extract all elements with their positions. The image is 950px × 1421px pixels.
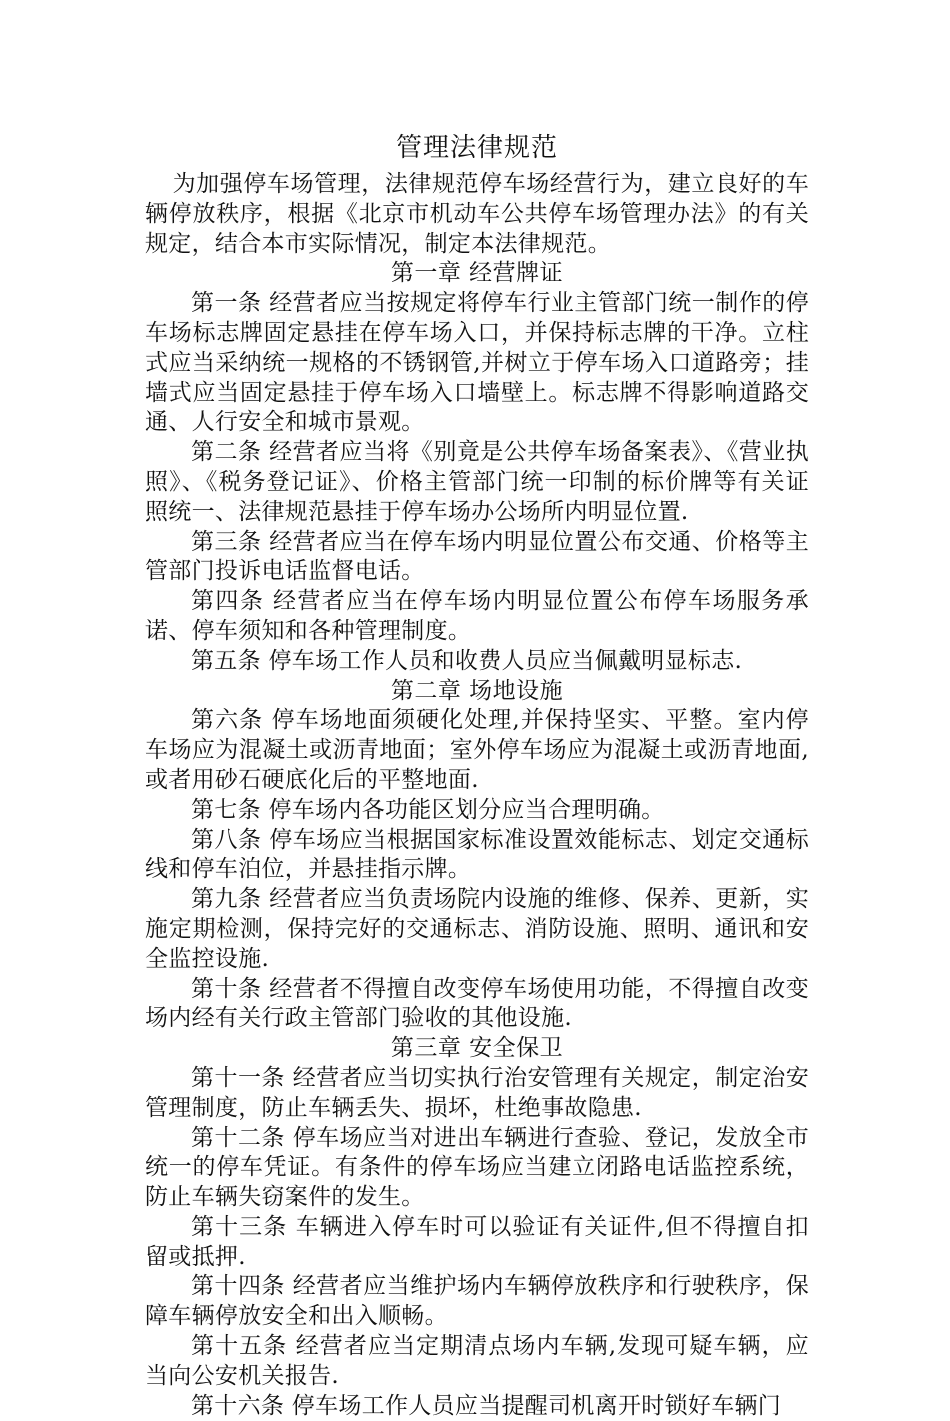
article-paragraph: 第六条 停车场地面须硬化处理,并保持坚实、平整。室内停车场应为混凝土或沥青地面；室外停车场应为混凝土或沥青地面,或者用砂石硬底化后的平整地面. <box>145 707 809 793</box>
article-paragraph: 第二条 经营者应当将《别竟是公共停车场备案表》、《营业执照》、《税务登记证》、价格主管部门统一印制的标价牌等有关证照统一、法律规范悬挂于停车场办公场所内明显位置. <box>145 439 809 525</box>
article-paragraph: 第十三条 车辆进入停车时可以验证有关证件,但不得擅自扣留或抵押. <box>145 1213 809 1270</box>
article-paragraph: 第七条 停车场内各功能区划分应当合理明确。 <box>191 796 665 823</box>
article-paragraph: 第十条 经营者不得擅自改变停车场使用功能，不得擅自改变场内经有关行政主管部门验收的其他设施. <box>145 975 809 1032</box>
document-title: 管理法律规范 <box>395 133 558 163</box>
article-paragraph: 第三条 经营者应当在停车场内明显位置公布交通、价格等主管部门投诉电话监督电话。 <box>145 528 809 585</box>
document-page <box>145 128 809 1421</box>
article-paragraph: 第五条 停车场工作人员和收费人员应当佩戴明显标志. <box>191 647 743 674</box>
article-paragraph: 第十四条 经营者应当维护场内车辆停放秩序和行驶秩序，保障车辆停放安全和出入顺畅。 <box>145 1273 809 1330</box>
article-paragraph: 第八条 停车场应当根据国家标准设置效能标志、划定交通标线和停车泊位，并悬挂指示牌。 <box>145 826 809 883</box>
article-paragraph: 第一条 经营者应当按规定将停车行业主管部门统一制作的停车场标志牌固定悬挂在停车场入口，并保持标志牌的干净。立柱式应当采纳统一规格的不锈钢管,并树立于停车场入口道路旁；挂墙式应当固定悬挂于停车场入口墙壁上。标志牌不得影响道路交通、人行安全和城市景观。 <box>145 290 809 436</box>
article-paragraph: 第九条 经营者应当负责场院内设施的维修、保养、更新，实施定期检测，保持完好的交通标志、消防设施、照明、通讯和安全监控设施. <box>145 886 809 972</box>
chapter-heading: 第二章 场地设施 <box>390 677 564 704</box>
article-paragraph: 第十二条 停车场应当对进出车辆进行查验、登记，发放全市统一的停车凭证。有条件的停车场应当建立闭路电话监控系统，防止车辆失窃案件的发生。 <box>145 1124 809 1211</box>
intro-paragraph: 为加强停车场管理，法律规范停车场经营行为，建立良好的车辆停放秩序，根据《北京市机动车公共停车场管理办法》的有关规定，结合本市实际情况，制定本法律规范。 <box>145 171 809 257</box>
chapter-heading: 第一章 经营牌证 <box>390 260 564 287</box>
article-paragraph: 第十一条 经营者应当切实执行治安管理有关规定，制定治安管理制度，防止车辆丢失、损坏，杜绝事故隐患. <box>145 1064 809 1121</box>
article-paragraph: 第四条 经营者应当在停车场内明显位置公布停车场服务承诺、停车须知和各种管理制度。 <box>145 588 809 644</box>
article-paragraph: 第十六条 停车场工作人员应当提醒司机离开时锁好车辆门 <box>191 1392 782 1419</box>
article-paragraph: 第十五条 经营者应当定期清点场内车辆,发现可疑车辆，应当向公安机关报告. <box>145 1333 809 1389</box>
chapter-heading: 第三章 安全保卫 <box>390 1035 564 1062</box>
